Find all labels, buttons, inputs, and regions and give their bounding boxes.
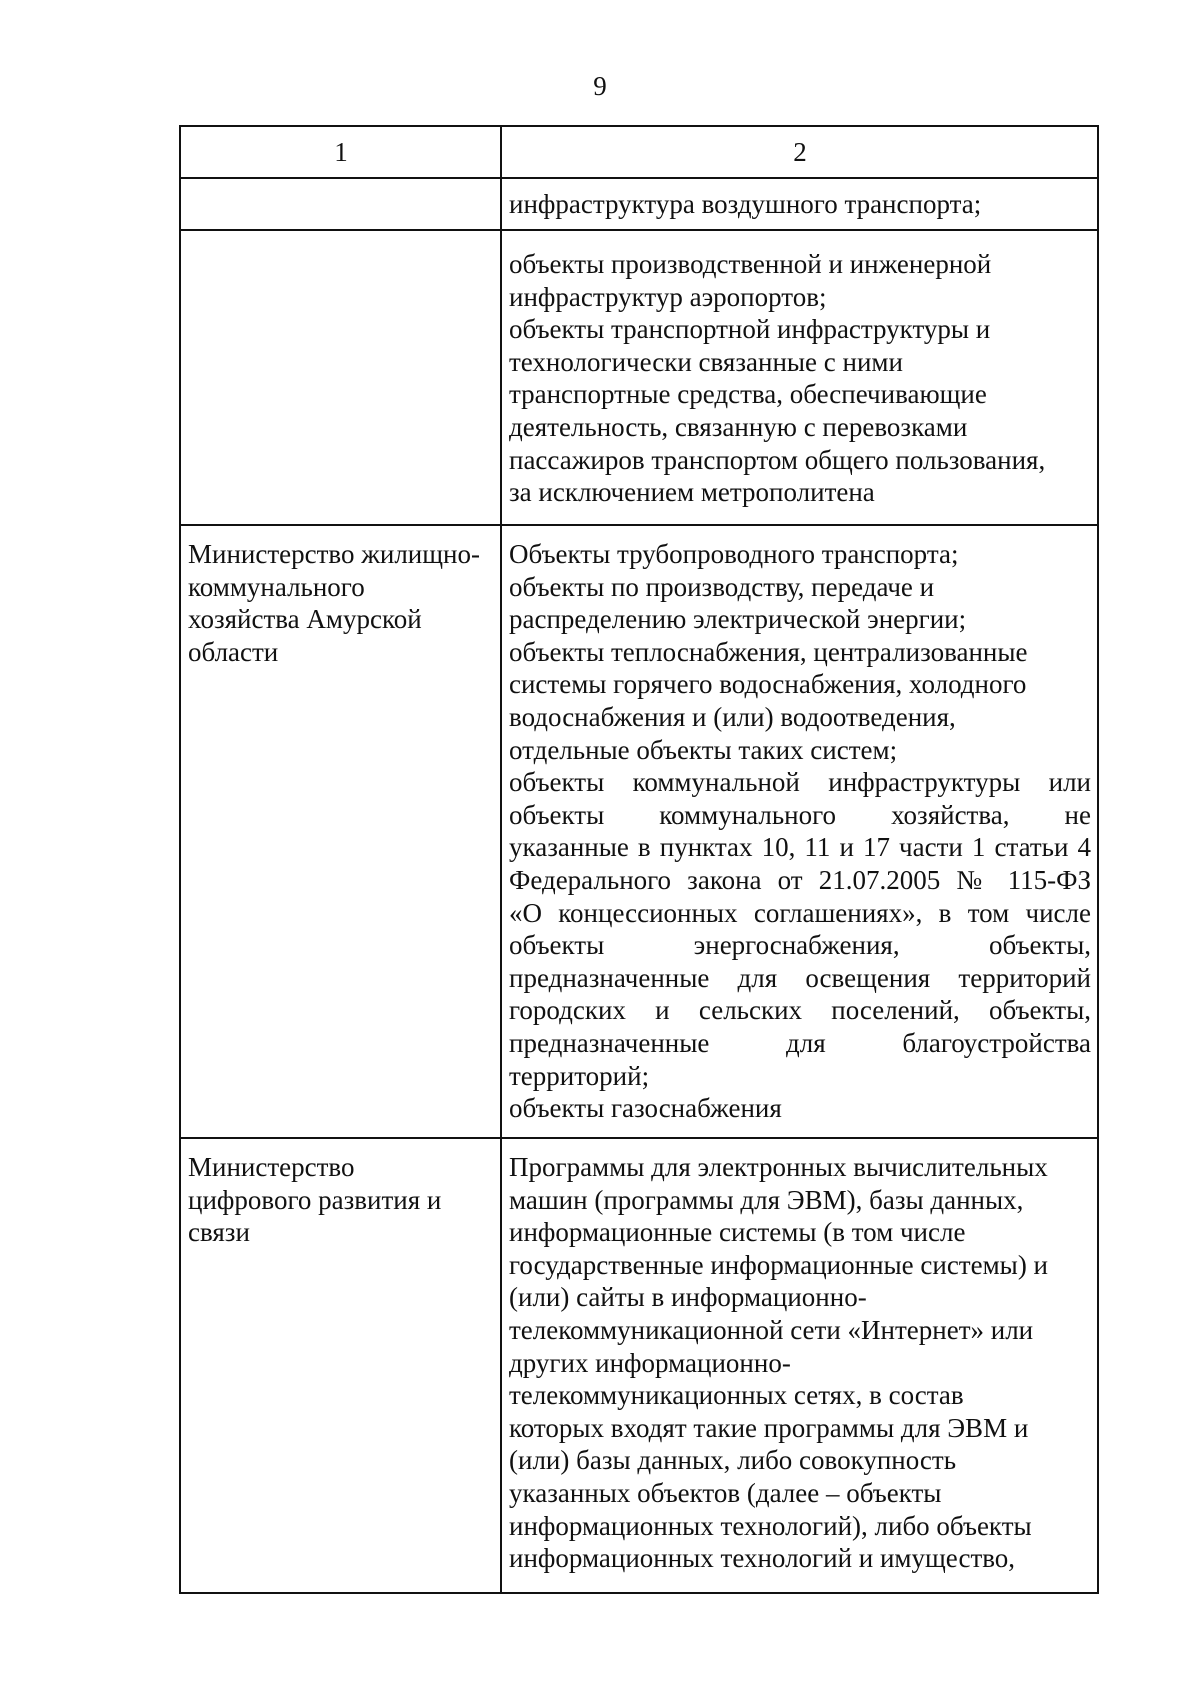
text-line: других информационно- (509, 1347, 791, 1378)
text-line: телекоммуникационной сети «Интернет» или (509, 1314, 1034, 1345)
agency-name-line: хозяйства Амурской (188, 604, 422, 635)
text-line: распределению электрической энергии; (509, 604, 967, 635)
text-line: которых входят такие программы для ЭВМ и (509, 1412, 1029, 1443)
agency-name-line: Министерство жилищно- (188, 539, 480, 569)
agency-name-line: области (188, 636, 279, 667)
table-header-row (180, 126, 1098, 178)
agency-name-line: цифрового развития и (188, 1184, 442, 1215)
objects-cell (501, 230, 1098, 525)
agency-name-line: Министерство (188, 1152, 355, 1182)
text-line: государственные информационные системы) и (509, 1249, 1049, 1280)
text-line: объекты по производству, передаче и (509, 571, 935, 602)
objects-cell (501, 525, 1098, 1138)
text-line: информационных технологий), либо объекты (509, 1510, 1032, 1541)
text-line: городских и сельских поселений, объекты, (509, 995, 1091, 1026)
document-table (179, 125, 1099, 1594)
text-line: (или) сайты в информационно- (509, 1282, 867, 1313)
text-line: системы горячего водоснабжения, холодного (509, 669, 1027, 700)
text-line: объекты теплоснабжения, централизованные (509, 636, 1028, 667)
text-line: машин (программы для ЭВМ), базы данных, (509, 1184, 1024, 1215)
text-line: инфраструктура воздушного транспорта; (509, 188, 982, 219)
table-row (180, 178, 1098, 230)
objects-cell (501, 1138, 1098, 1593)
text-line: Объекты трубопроводного транспорта; (509, 539, 959, 569)
text-line: пассажиров транспортом общего пользования, (509, 444, 1046, 475)
agency-cell (180, 525, 501, 1138)
text-line: инфраструктур аэропортов; (509, 281, 827, 312)
agency-name-line: связи (188, 1217, 250, 1248)
text-line: указанных объектов (далее – объекты (509, 1477, 942, 1508)
text-line: информационных технологий и имущество, (509, 1543, 1016, 1574)
text-line: объекты транспортной инфраструктуры и (509, 314, 991, 345)
agency-name-line: коммунального (188, 571, 365, 602)
text-line: технологически связанные с ними (509, 346, 903, 377)
column-header-2: 2 (501, 126, 1098, 178)
text-line: указанные в пунктах 10, 11 и 17 части 1 статьи 4 (509, 832, 1091, 863)
text-line: объекты энергоснабжения, объекты, (509, 930, 1091, 961)
text-line: предназначенные для благоустройства (509, 1027, 1091, 1058)
agency-cell (180, 1138, 501, 1593)
text-line: объекты производственной и инженерной (509, 249, 992, 279)
text-line: водоснабжения и (или) водоотведения, (509, 701, 956, 732)
text-line: телекоммуникационных сетях, в состав (509, 1380, 964, 1411)
table-row (180, 1138, 1098, 1593)
text-line: транспортные средства, обеспечивающие (509, 379, 987, 410)
text-line: объекты коммунальной инфраструктуры или (509, 767, 1091, 798)
text-line: объекты коммунального хозяйства, не (509, 799, 1091, 830)
text-line: отдельные объекты таких систем; (509, 734, 898, 765)
text-line: информационные системы (в том числе (509, 1217, 966, 1248)
text-line: предназначенные для освещения территорий (509, 962, 1091, 993)
agency-cell (180, 230, 501, 525)
objects-cell (501, 178, 1098, 230)
text-line: «О концессионных соглашениях», в том числе (509, 897, 1091, 928)
text-line: Программы для электронных вычислительных (509, 1152, 1048, 1182)
text-line: деятельность, связанную с перевозками (509, 411, 968, 442)
text-line: Федерального закона от 21.07.2005 № 115-ФЗ (509, 864, 1091, 895)
text-line: территорий; (509, 1060, 650, 1091)
page-number: 9 (593, 71, 607, 101)
table-row (180, 525, 1098, 1138)
text-line: (или) базы данных, либо совокупность (509, 1445, 957, 1476)
table-row (180, 230, 1098, 525)
text-line: объекты газоснабжения (509, 1093, 782, 1124)
text-line: за исключением метрополитена (509, 477, 875, 508)
column-header-1: 1 (180, 126, 501, 178)
agency-cell (180, 178, 501, 230)
